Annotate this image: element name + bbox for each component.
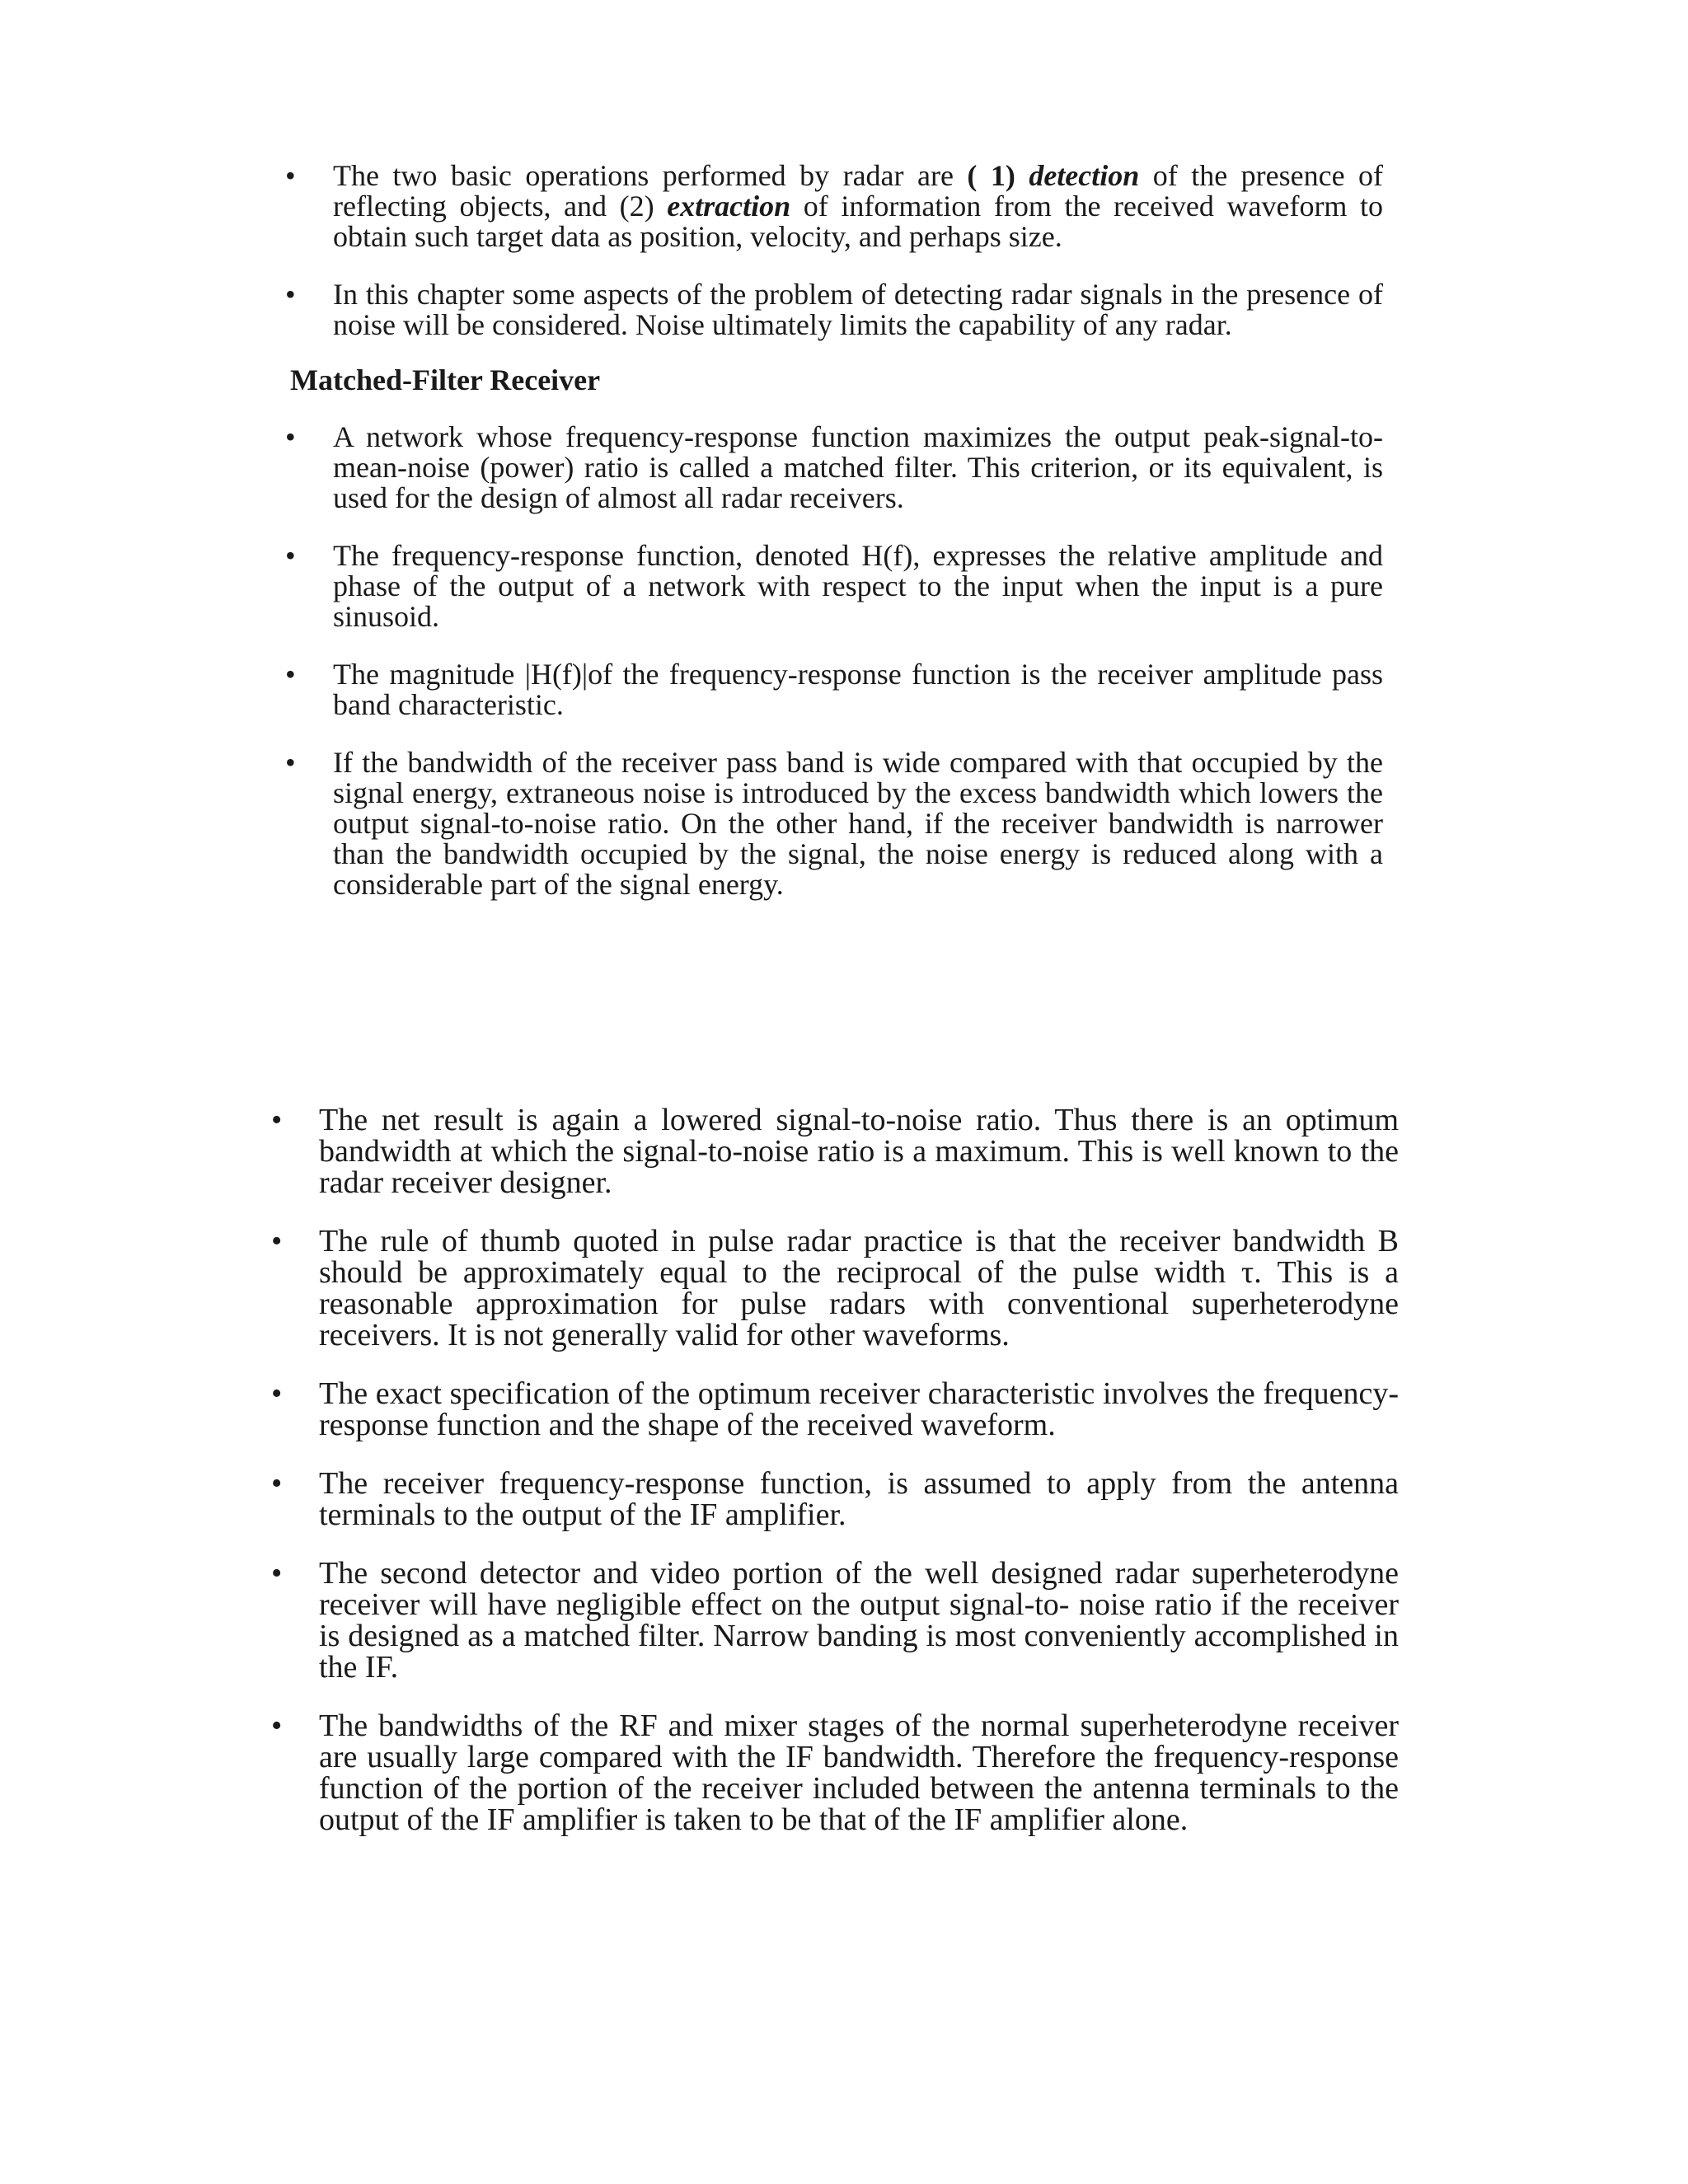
bullet-icon: • (271, 1466, 283, 1501)
bullet-text: The bandwidths of the RF and mixer stages of the normal superheterodyne receiver are usually large compared with the IF bandwidth. Therefore the frequency-response function of the portion of the receiver included between the antenna terminals to the output of the IF amplifier is taken to be that of the IF amplifier alone. (319, 1708, 1399, 1837)
bullet-icon: • (285, 278, 296, 311)
bullet-text: If the bandwidth of the receiver pass band is wide compared with that occupied by the signal energy, extraneous noise is introduced by the excess bandwidth which lowers the output signal-to-noise ratio. On the other hand, if the receiver bandwidth is narrower than the bandwidth occupied by the signal, the noise energy is reduced along with a considerable part of the signal energy. (333, 746, 1383, 901)
bullet-item (282, 161, 1383, 252)
intro-bullet-list (282, 161, 1383, 340)
bullet-icon: • (271, 1376, 283, 1411)
bullet-text: The exact specification of the optimum receiver characteristic involves the frequency- response function and the shape of the received waveform. (319, 1376, 1399, 1442)
bullet-text: In this chapter some aspects of the problem of detecting radar signals in the presence of noise will be considered. Noise ultimately limits the capability of any radar. (333, 278, 1383, 341)
bandwidth-bullet-list (268, 1104, 1399, 1835)
bullet-icon: • (271, 1103, 283, 1137)
bullet-item (282, 659, 1383, 720)
bullet-item (282, 748, 1383, 900)
bullet-icon: • (271, 1224, 283, 1258)
bullet-text: detection (1029, 159, 1140, 192)
bullet-item (268, 1558, 1399, 1683)
bullet-icon: • (285, 658, 296, 691)
bullet-icon: • (271, 1556, 283, 1591)
slide-1-content (282, 161, 1383, 927)
bullet-text: The rule of thumb quoted in pulse radar practice is that the receiver bandwidth B should be approximately equal to the reciprocal of the pulse width τ. This is a reasonable approximation for pulse radars with conventional superheterodyne receivers. It is not generally valid for other waveforms. (319, 1224, 1399, 1352)
bullet-text: extraction (667, 190, 791, 223)
bullet-icon: • (285, 539, 296, 572)
bullet-text: The receiver frequency-response function, is assumed to apply from the antenna terminals to the output of the IF amplifier. (319, 1466, 1399, 1532)
bullet-item (282, 279, 1383, 340)
bullet-icon: • (285, 159, 296, 192)
bullet-item (282, 541, 1383, 632)
bullet-text: of the presence of reflecting objects, and (2) (333, 159, 1383, 223)
bullet-item (268, 1468, 1399, 1530)
bullet-item (268, 1104, 1399, 1198)
bullet-text: The net result is again a lowered signal-to-noise ratio. Thus there is an optimum bandwidth at which the signal-to-noise ratio is a maximum. This is well known to the radar receiver designer. (319, 1103, 1399, 1200)
bullet-icon: • (285, 746, 296, 779)
bullet-item (268, 1226, 1399, 1351)
bullet-icon: • (271, 1708, 283, 1743)
section-heading: Matched-Filter Receiver (290, 363, 601, 396)
bullet-text: ( 1) (967, 159, 1029, 192)
bullet-text: The magnitude |H(f)|of the frequency-response function is the receiver amplitude pass band characteristic. (333, 658, 1383, 721)
bullet-text: The frequency-response function, denoted H(f), expresses the relative amplitude and phase of the output of a network with respect to the input when the input is a pure sinusoid. (333, 539, 1383, 633)
bullet-text: A network whose frequency-response function maximizes the output peak-signal-to- mean-noise (power) ratio is called a matched filter. This criterion, or its equivalent, is used for the design of almost all radar receivers. (333, 420, 1383, 514)
bullet-text: The two basic operations performed by radar are (333, 159, 968, 192)
matched-filter-bullet-list (282, 422, 1383, 900)
bullet-item (268, 1378, 1399, 1441)
bullet-icon: • (285, 420, 296, 453)
bullet-item (282, 422, 1383, 513)
slide-2-content (268, 1104, 1399, 1863)
bullet-text: The second detector and video portion of the well designed radar superheterodyne receiver will have negligible effect on the output signal-to- noise ratio if the receiver is designed as a matched filter. Narrow banding is most conveniently accomplished in the IF. (319, 1556, 1399, 1685)
bullet-text: of information from the received waveform to obtain such target data as position, velocity, and perhaps size. (333, 190, 1384, 253)
bullet-item (268, 1710, 1399, 1835)
